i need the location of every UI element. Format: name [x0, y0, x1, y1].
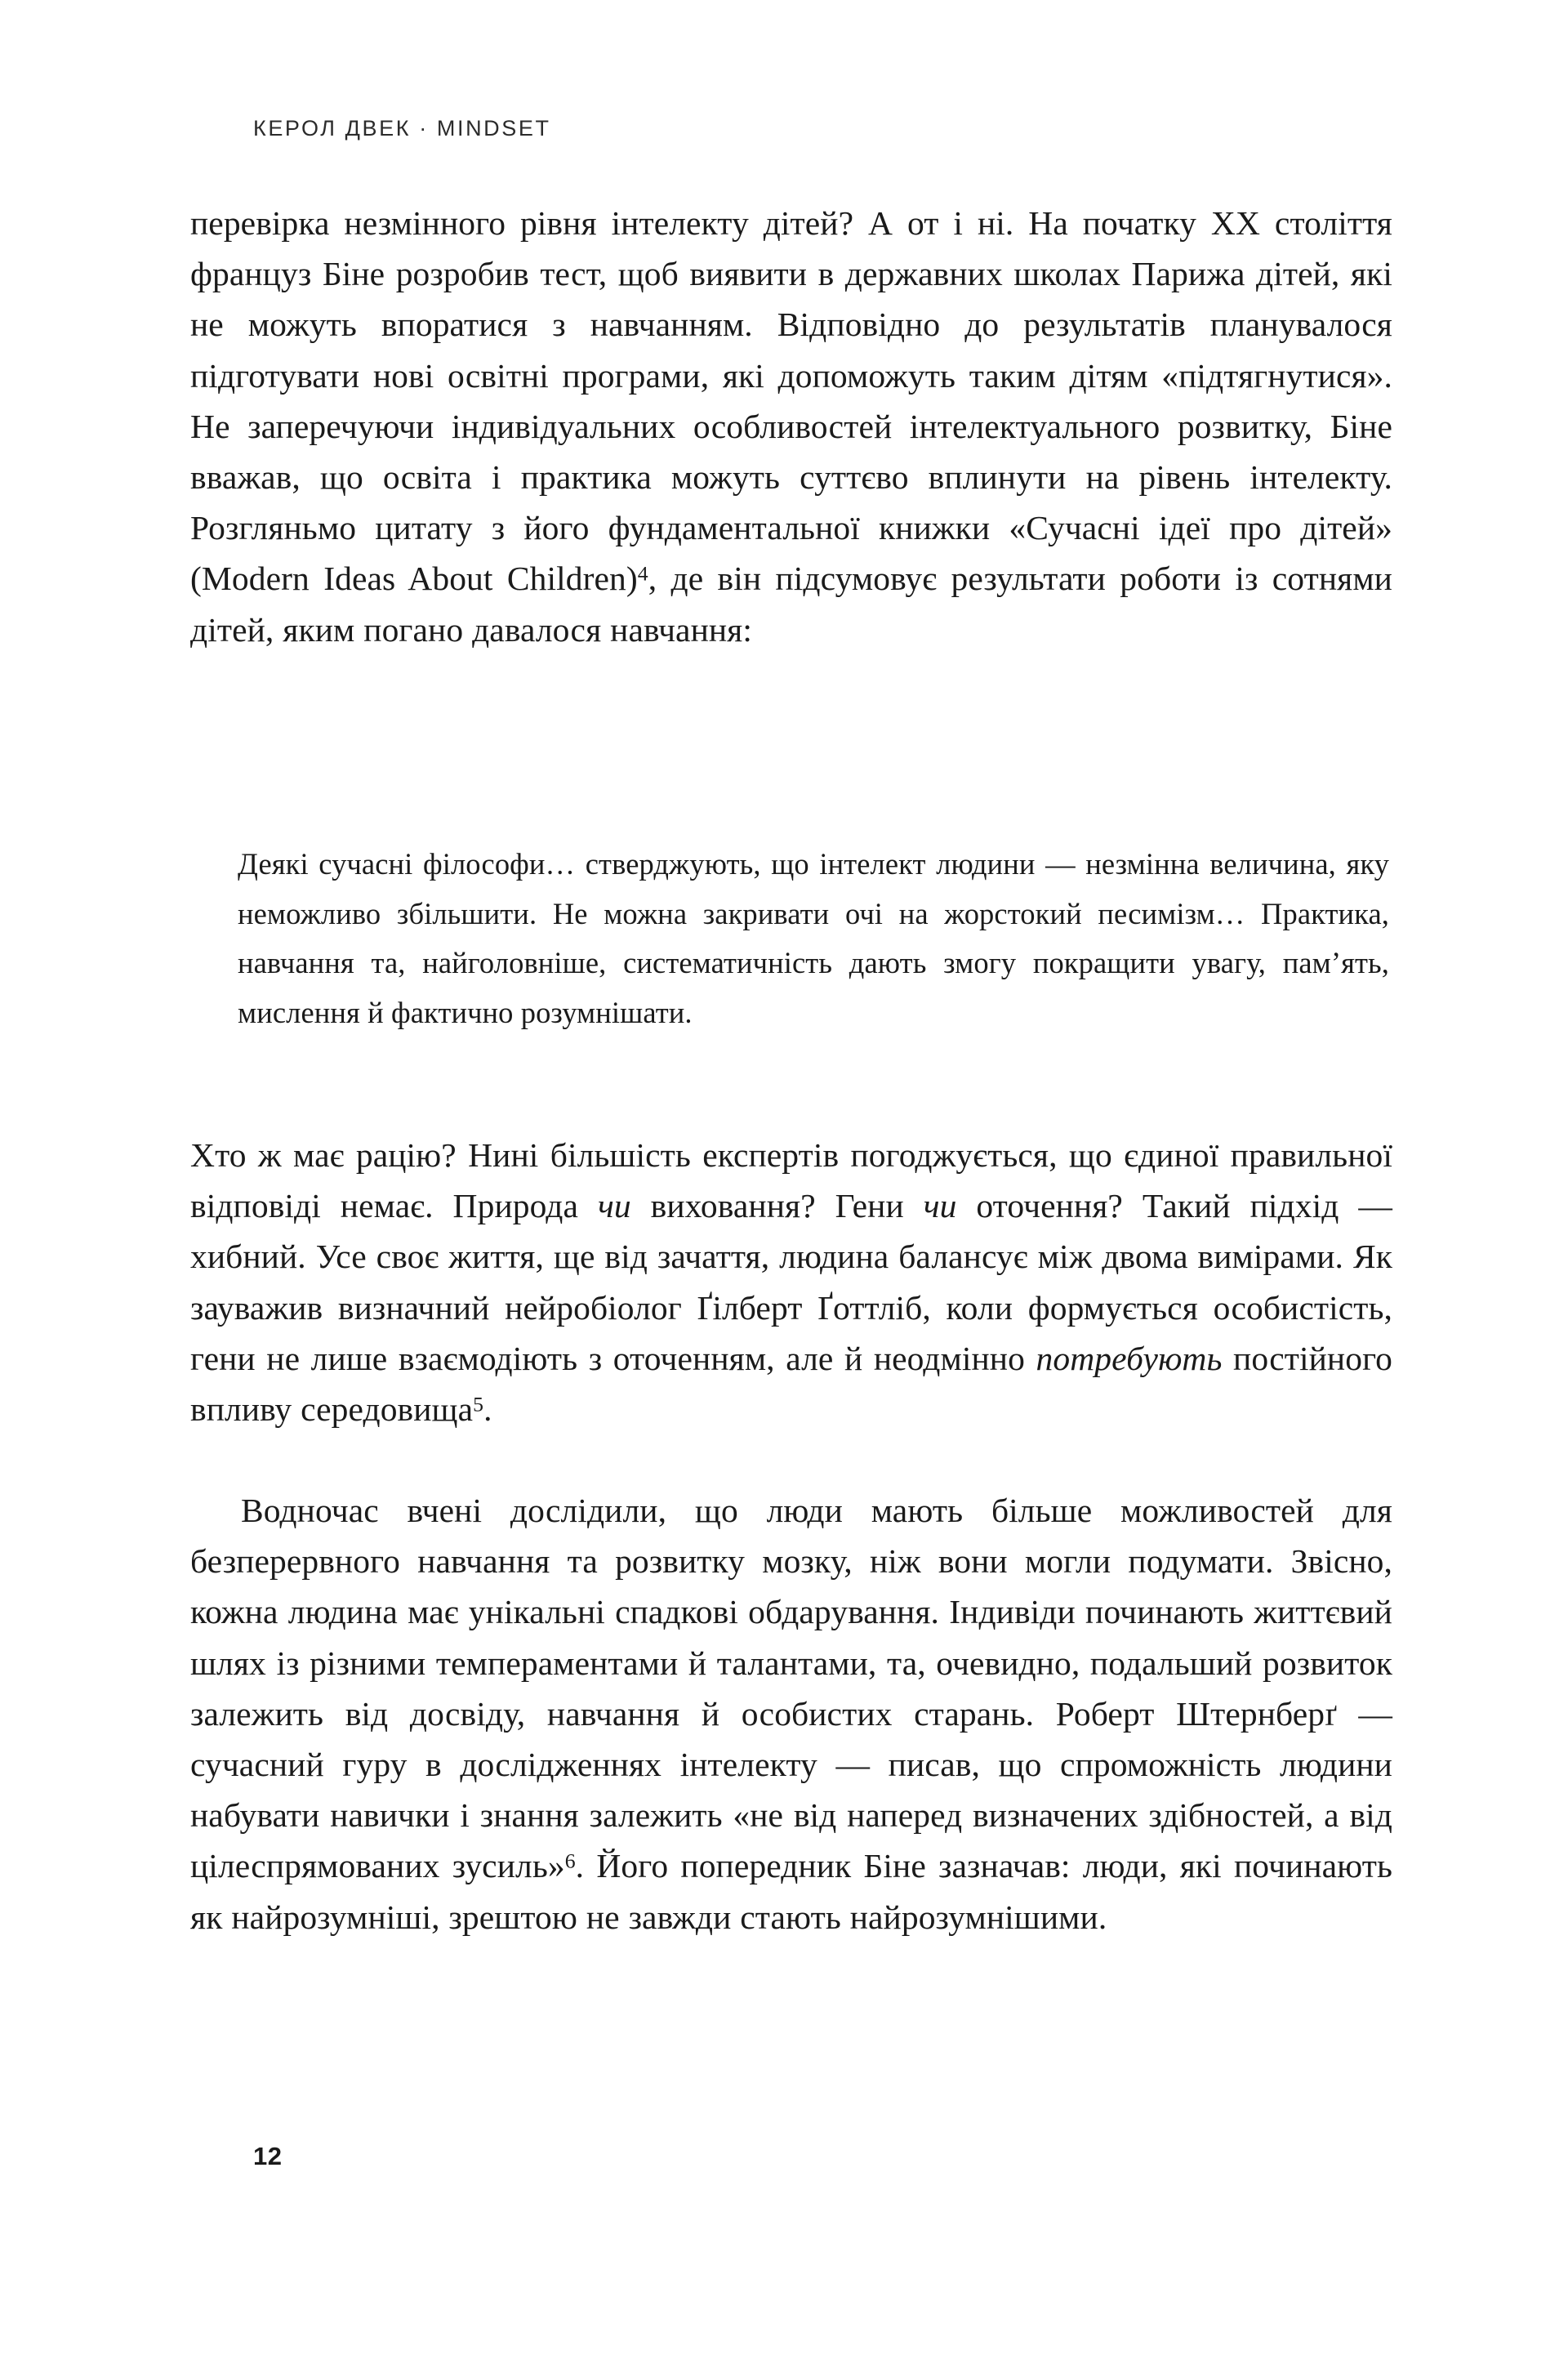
block-quote	[238, 840, 1389, 1037]
paragraph-3	[190, 1485, 1392, 1942]
paragraph-3-text-a: Водночас вчені дослідили, що люди мають більше можливостей для безперервного навчання та розвитку мозку, ніж вони могли подумати. Звісно, кожна людина має унікальні спадкові обдарування. Індивіди починають життєвий шлях із різними темпераментами й талантами, та, очевидно, подальший розвиток залежить від досвіду, навчання й особистих старань. Роберт Штернберґ — сучасний гуру в дослідженнях інтелекту — писав, що спроможність людини набувати навички і знання залежить «не від наперед визначених здібностей, а від цілеспрямованих зусиль»	[190, 1492, 1392, 1885]
paragraph-1	[190, 198, 1392, 655]
emphasis-chy-1: чи	[597, 1187, 631, 1225]
page-number: 12	[253, 2142, 283, 2170]
block-quote-text: Деякі сучасні філософи… стверджують, що інтелект людини — незмінна величина, яку неможливо збільшити. Не можна закривати очі на жорстокий песимізм… Практика, навчання та, найголовніше, систематичність дають змогу покращити увагу, пам’ять, мислення й фактично розумнішати.	[238, 847, 1389, 1029]
footnote-marker-6[interactable]: 6	[564, 1849, 576, 1873]
footnote-marker-4[interactable]: 4	[637, 561, 648, 586]
emphasis-potrebuyut: потребують	[1036, 1339, 1223, 1377]
paragraph-2-text-a: Хто ж має рацію? Нині більшість експертів погоджується, що єдиної правильної відповіді немає. Природа	[190, 1136, 1392, 1225]
paragraph-2	[190, 1130, 1392, 1434]
body-text-block-1	[190, 198, 1392, 655]
footnote-marker-5[interactable]: 5	[473, 1392, 484, 1416]
emphasis-chy-2: чи	[923, 1187, 957, 1225]
running-head: КЕРОЛ ДВЕК · MINDSET	[253, 116, 551, 140]
paragraph-1-text-b: , де він підсумовує результати роботи із сотнями дітей, яким погано давалося навчання:	[190, 560, 1392, 649]
paragraph-2-text-d: постійного впливу середовища	[190, 1339, 1393, 1429]
paragraph-1-text-a: перевірка незмінного рівня інтелекту дітей? А от і ні. На початку XX століття француз Біне розробив тест, щоб виявити в державних школах Парижа дітей, які не можуть впоратися з навчанням. Відповідно до результатів планувалося підготувати нові освітні програми, які допоможуть таким дітям «підтягнутися». Не заперечуючи індивідуальних особливостей інтелектуального розвитку, Біне вважав, що освіта і практика можуть суттєво вплинути на рівень інтелекту. Розгляньмо цитату з його фундаментальної книжки «Сучасні ідеї про дітей» (Modern Ideas About Children)	[190, 204, 1392, 598]
body-text-block-2	[190, 1130, 1392, 1434]
paragraph-2-text-b: виховання? Гени	[630, 1187, 924, 1225]
paragraph-3-text-b: . Його попередник Біне зазначав: люди, які починають як найрозумніші, зрештою не завжди стають найрозумнішими.	[190, 1847, 1392, 1936]
paragraph-2-text-c: оточення? Такий підхід — хибний. Усе своє життя, ще від зачаття, людина балансує між двома вимірами. Як зауважив визначний нейробіолог Ґілберт Ґоттліб, коли формується особистість, гени не лише взаємодіють з оточенням, але й неодмінно	[190, 1187, 1393, 1377]
paragraph-2-text-e: .	[483, 1390, 492, 1429]
body-text-block-3	[190, 1485, 1392, 1942]
